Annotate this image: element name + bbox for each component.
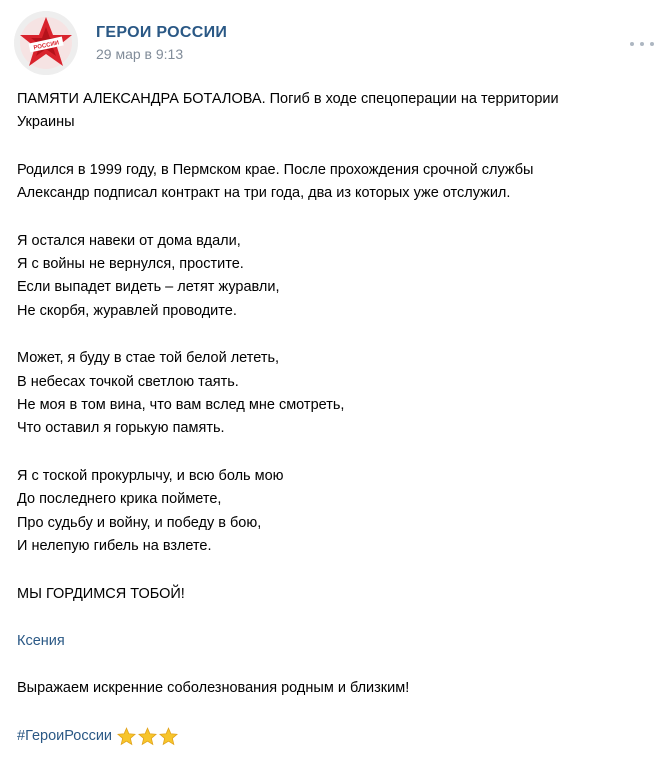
star-emoji-icon [138, 727, 157, 746]
poem-line: Не скорбя, журавлей проводите. [17, 302, 237, 319]
poem-line: Что оставил я горькую память. [17, 420, 225, 437]
post-title-line: ПАМЯТИ АЛЕКСАНДРА БОТАЛОВА. Погиб в ходе спецоперации на территории [17, 91, 559, 107]
post-text [17, 88, 647, 748]
poem-line: Я с войны не вернулся, простите. [17, 256, 244, 273]
hashtag-line [17, 725, 647, 748]
author-link[interactable]: Ксения [17, 632, 65, 649]
proud-line: МЫ ГОРДИМСЯ ТОБОЙ! [17, 585, 185, 602]
post-date[interactable]: 29 мар в 9:13 [96, 46, 184, 62]
more-dot [630, 42, 634, 46]
svg-text:РОССИИ: РОССИИ [33, 40, 60, 52]
poem-line: Не моя в том вина, что вам вслед мне смотреть, [17, 397, 345, 414]
star-emoji-icon [159, 727, 178, 746]
group-name-link[interactable]: ГЕРОИ РОССИИ [96, 24, 228, 41]
bio-line: Родился в 1999 году, в Пермском крае. После прохождения срочной службы [17, 161, 534, 178]
bio-line: Александр подписал контракт на три года, два из которых уже отслужил. [17, 185, 511, 202]
poem-line: В небесах точкой светлою таять. [17, 373, 239, 390]
poem-line: И нелепую гибель на взлете. [17, 538, 212, 555]
more-options-icon[interactable] [630, 37, 654, 51]
star-emoji-icon [117, 727, 136, 746]
post-header [14, 11, 654, 77]
avatar-star-logo [14, 11, 78, 75]
post-title-line: Украины [17, 114, 75, 131]
hashtag-link[interactable]: #ГероиРоссии [17, 727, 113, 744]
more-dot [640, 42, 644, 46]
poem-line: Про судьбу и войну, и победу в бою, [17, 514, 262, 531]
more-dot [650, 42, 654, 46]
condolences-line: Выражаем искренние соболезнования родным и близким! [17, 680, 410, 697]
poem-line: Я с тоской прокурлычу, и всю боль мою [17, 467, 284, 484]
poem-line: До последнего крика поймете, [17, 491, 222, 508]
group-avatar[interactable] [14, 11, 78, 75]
poem-line: Может, я буду в стае той белой лететь, [17, 350, 280, 367]
poem-line: Я остался навеки от дома вдали, [17, 232, 241, 249]
poem-line: Если выпадет видеть – летят журавли, [17, 279, 280, 296]
